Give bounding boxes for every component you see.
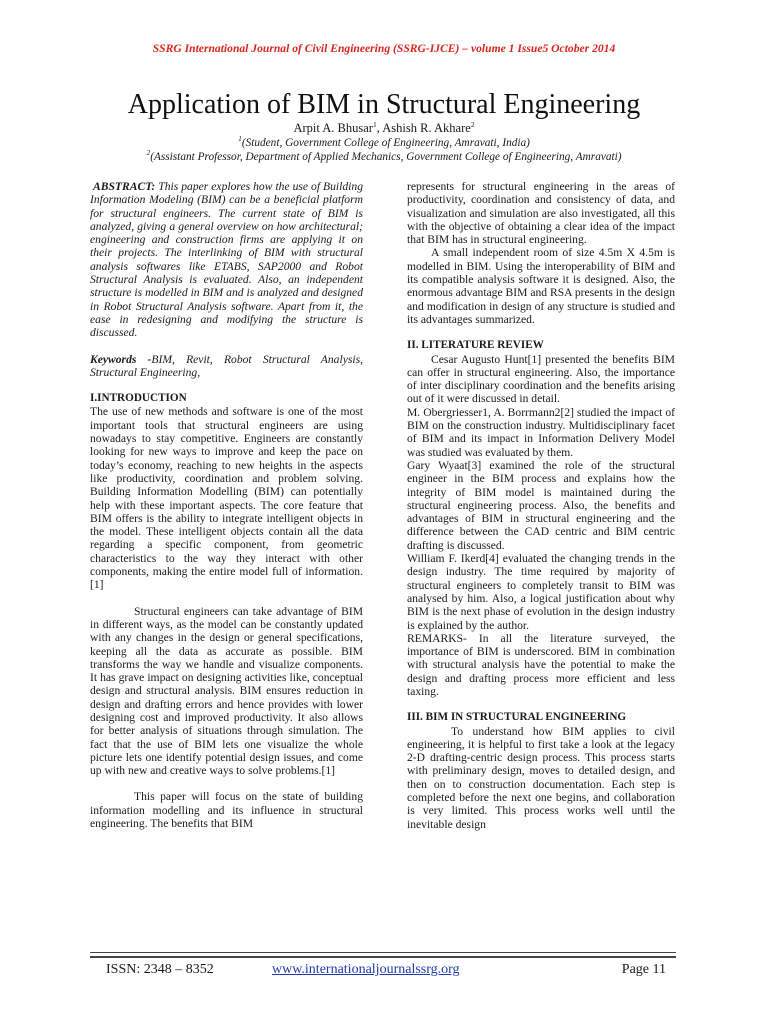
lit-paragraph-1: Cesar Augusto Hunt[1] presented the benefits BIM can offer in structural engineering. Also, the importance of inter disciplinary coordination and the benefits arising out of it were discussed in detail.	[407, 352, 675, 406]
aff-2-sup: 2	[146, 148, 151, 158]
footer-rule	[90, 952, 676, 953]
author-1-sup: 1	[372, 119, 377, 129]
author-2-sup: 2	[470, 119, 475, 129]
bim-paragraph-1: To understand how BIM applies to civil engineering, it is helpful to first take a look at the legacy 2-D drafting-centric design process. This process starts with preliminary design, moves to detailed design, and then on to construction documentation. Each step is completed before the next one begins, and collaboration is very limited. This process works well until the inevitable design	[407, 724, 675, 831]
lit-remarks: REMARKS- In all the literature surveyed, the importance of BIM is underscored. BIM in combination with structural analysis have the potential to make the design and drafting process more efficient and less taxing.	[407, 631, 675, 698]
intro-paragraph-1: The use of new methods and software is one of the most important tools that structural engineers are using nowadays to stay competitive. Engineers are constantly looking for new ways to improve and keep the pace on today’s economy, reaching to new heights in the aspects like productivity, coordination and problem solving. Building Information Modelling (BIM) can potentially help with these important aspects. The core feature that BIM offers is the ability to integrate intelligent objects in the model. These intelligent objects contain all the data regarding a specific component, from geometric characteristics to the way they interact with other components, making the entire model full of information. [1]	[90, 405, 363, 592]
affiliation-1	[0, 136, 768, 150]
author-1: Arpit A. Bhusar	[293, 121, 373, 135]
journal-header: SSRG International Journal of Civil Engineering (SSRG-IJCE) – volume 1 Issue5 October 2014	[152, 42, 616, 55]
paper-title: Application of BIM in Structural Engineering	[127, 89, 641, 120]
abstract	[90, 180, 363, 340]
keywords-text: BIM, Revit, Robot Structural Analysis, Structural Engineering,	[90, 352, 363, 379]
lit-paragraph-2: M. Obergriesser1, A. Borrmann2[2] studied the impact of BIM on the construction industry. Multidisciplinary facet of BIM and its impact in Information Delivery Model was studied was evaluated by them.	[407, 405, 675, 459]
lit-paragraph-4: William F. Ikerd[4] evaluated the changing trends in the design industry. The time required by majority of structural engineers to completely transit to BIM was analysed by him. Also, a logical justification about why BIM is the next phase of evolution in the design industry is explained by the author.	[407, 552, 675, 632]
abstract-text: This paper explores how the use of Building Information Modeling (BIM) can be a beneficial platform for structural engineers. The current state of BIM is analyzed, giving a general overview on how architectural; engineering and construction firms are applying it on their projects. The interlinking of BIM with structural analysis softwares like ETABS, SAP2000 and Robot Structural Analysis is evaluated. Also, an independent structure is modelled in BIM and is analyzed and designed in Robot Structural Analysis software. Apart from it, the ease in redesigning and modifying the structure is discussed.	[90, 180, 363, 340]
aff-1-text: (Student, Government College of Engineering, Amravati, India)	[241, 137, 530, 149]
aff-2-text: (Assistant Professor, Department of Applied Mechanics, Government College of Engineering, Amravati)	[150, 151, 622, 163]
keywords-label: Keywords -	[90, 352, 152, 366]
right-column	[407, 180, 675, 831]
author-2: Ashish R. Akhare	[382, 121, 471, 135]
footer-rule-thick	[90, 956, 676, 958]
right-paragraph-2: A small independent room of size 4.5m X 4.5m is modelled in BIM. Using the interoperability of BIM and its compatible analysis software it is designed. Also, the enormous advantage BIM and RSA presents in the design and modification in design of any structure is studied and its advantages summarized.	[407, 246, 675, 326]
right-paragraph-1: represents for structural engineering in the areas of productivity, coordination and consistency of data, and visualization and simulation are also investigated, all this with the objective of obtaining a clear idea of the impact that BIM has in structural engineering.	[407, 180, 675, 247]
intro-paragraph-3: This paper will focus on the state of building information modelling and its influence in structural engineering. The benefits that BIM	[90, 790, 363, 831]
left-column	[90, 180, 363, 830]
abstract-label: ABSTRACT:	[93, 180, 156, 193]
section-heading-literature-review: II. LITERATURE REVIEW	[407, 339, 544, 352]
aff-1-sup: 1	[238, 134, 242, 144]
authors	[0, 121, 768, 136]
section-heading-bim-structural: III. BIM IN STRUCTURAL ENGINEERING	[407, 711, 627, 724]
lit-paragraph-3: Gary Wyaat[3] examined the role of the structural engineer in the BIM process and explains how the integrity of BIM model is maintained during the structural engineering process. Also, the benefits and advantages of BIM in structural engineering and the difference between the CAD centric and BIM centric drafting is discussed.	[407, 458, 675, 552]
keywords	[90, 353, 363, 380]
intro-paragraph-2: Structural engineers can take advantage of BIM in different ways, as the model can be constantly updated with any changes in the design or general specifications, keeping all the data as accurate as possible. BIM transforms the way we handle and visualize components. It has grave impact on designing activities like, conceptual design and structural analysis. BIM ensures reduction in design and drafting errors and hence provides with lower designing cost and improved productivity. It also allows for better analysis of situations through simulation. The fact that the use of BIM lets one visualize the whole picture lets one identify potential design issues, and come up with new and creative ways to solve problems.[1]	[90, 604, 363, 778]
footer-page-number: Page 11	[621, 962, 666, 977]
section-heading-introduction: I.INTRODUCTION	[90, 392, 187, 405]
author-separator: ,	[376, 121, 383, 135]
footer-issn: ISSN: 2348 – 8352	[106, 962, 214, 977]
affiliation-2	[0, 150, 768, 164]
footer-website-link[interactable]: www.internationaljournalssrg.org	[272, 962, 460, 977]
